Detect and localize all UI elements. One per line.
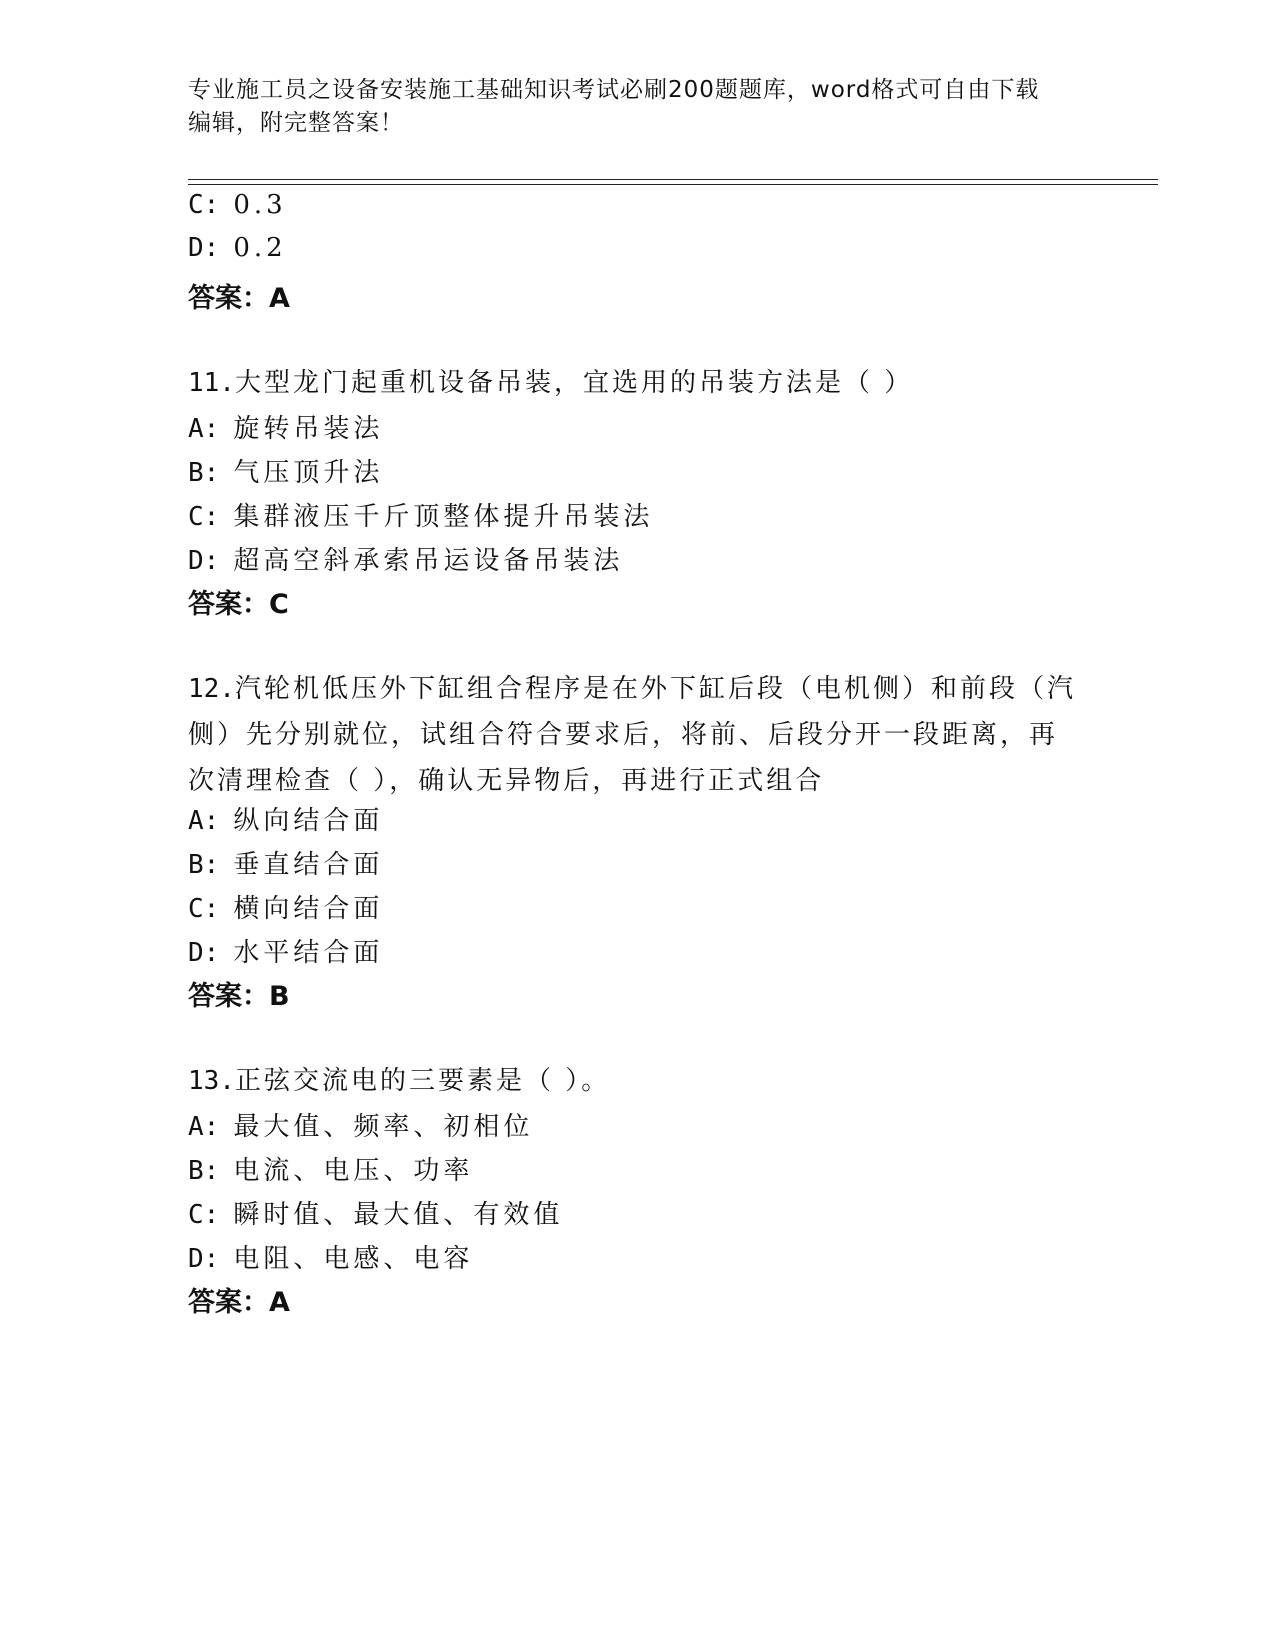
- option-text: 电流、电压、功率: [233, 1156, 474, 1186]
- q11-question: [188, 360, 913, 406]
- q13-answer: 答案：A: [188, 1287, 290, 1318]
- option-text: 电阻、电感、电容: [233, 1244, 474, 1274]
- option-text: 0.3: [233, 190, 287, 220]
- option-text: 气压顶升法: [233, 458, 384, 488]
- q11-option-b: [188, 452, 383, 489]
- option-text: 垂直结合面: [233, 850, 384, 880]
- q13-option-a: [188, 1106, 533, 1143]
- option-key: C:: [188, 1200, 220, 1230]
- option-key: C:: [188, 894, 220, 924]
- q10-option-d: [188, 233, 287, 263]
- question-number: 12.: [188, 674, 235, 704]
- q10-answer: 答案：A: [188, 283, 290, 314]
- question-line-1: [188, 666, 1076, 712]
- option-text: 纵向结合面: [233, 806, 384, 836]
- option-text: 旋转吊装法: [233, 414, 384, 444]
- header-divider-bottom: [188, 184, 1158, 185]
- option-key: D:: [188, 233, 220, 263]
- header-divider-top: [188, 179, 1158, 180]
- q12-option-b: [188, 844, 383, 881]
- option-key: C:: [188, 190, 220, 220]
- question-number: 13.: [188, 1066, 235, 1096]
- q10-option-c: [188, 190, 287, 220]
- option-key: A:: [188, 414, 220, 444]
- q13-option-c: [188, 1194, 563, 1231]
- option-key: B:: [188, 458, 220, 488]
- q12-option-a: [188, 800, 383, 837]
- option-text: 最大值、频率、初相位: [233, 1112, 534, 1142]
- question-line-3: 次清理检查（ ），确认无异物后，再进行正式组合: [188, 766, 825, 796]
- option-text: 水平结合面: [233, 938, 384, 968]
- q12-question: [188, 666, 1076, 804]
- q13-option-b: [188, 1150, 473, 1187]
- option-key: D:: [188, 938, 220, 968]
- question-line: 大型龙门起重机设备吊装，宜选用的吊装方法是（ ）: [234, 368, 914, 398]
- question-line: 汽轮机低压外下缸组合程序是在外下缸后段（电机侧）和前段（汽: [234, 674, 1076, 704]
- header-line-2: 编辑，附完整答案！: [188, 110, 404, 136]
- option-key: A:: [188, 1112, 220, 1142]
- option-text: 横向结合面: [233, 894, 384, 924]
- option-text: 超高空斜承索吊运设备吊装法: [233, 546, 624, 576]
- q11-option-a: [188, 408, 383, 445]
- header-line-1: 专业施工员之设备安装施工基础知识考试必刷200题题库，word格式可自由下载: [188, 77, 1040, 103]
- q12-answer: 答案：B: [188, 981, 290, 1012]
- option-key: B:: [188, 1156, 220, 1186]
- option-text: 瞬时值、最大值、有效值: [233, 1200, 564, 1230]
- q13-option-d: [188, 1238, 473, 1275]
- option-key: D:: [188, 1244, 220, 1274]
- q13-question: [188, 1058, 610, 1104]
- option-key: B:: [188, 850, 220, 880]
- question-line-2: 侧）先分别就位，试组合符合要求后，将前、后段分开一段距离，再: [188, 720, 1059, 750]
- option-text: 集群液压千斤顶整体提升吊装法: [233, 502, 654, 532]
- option-key: D:: [188, 546, 220, 576]
- option-text: 0.2: [233, 233, 287, 263]
- q11-answer: 答案：C: [188, 589, 289, 620]
- option-key: C:: [188, 502, 220, 532]
- q11-option-d: [188, 540, 623, 577]
- document-header: [188, 74, 1088, 140]
- question-line: 正弦交流电的三要素是（ ）。: [234, 1066, 611, 1096]
- q12-option-c: [188, 888, 383, 925]
- q12-option-d: [188, 932, 383, 969]
- option-key: A:: [188, 806, 220, 836]
- question-number: 11.: [188, 368, 235, 398]
- q11-option-c: [188, 496, 653, 533]
